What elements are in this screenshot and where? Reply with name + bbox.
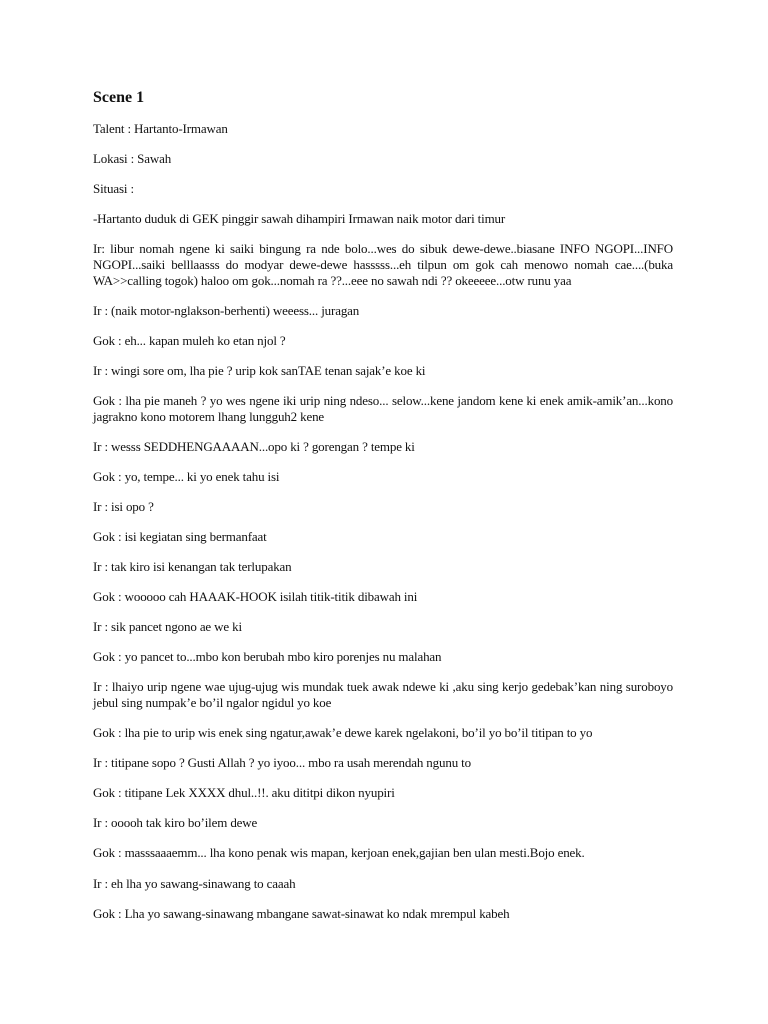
script-paragraph: Gok : yo, tempe... ki yo enek tahu isi (93, 468, 280, 484)
script-paragraph: Ir : (naik motor-nglakson-berhenti) weeess... juragan (93, 302, 360, 318)
script-paragraph: Gok : titipane Lek XXXX dhul..!!. aku dititpi dikon nyupiri (93, 785, 395, 801)
script-paragraph: Ir: libur nomah ngene ki saiki bingung ra nde bolo...wes do sibuk dewe-dewe..biasane INFO NGOPI...INFO NGOPI...saiki belllaasss do modyar dewe-dewe hasssss...eh tilpun om gok cah menowo nomah cae....(buka WA>>calling togok) haloo om gok...nomah ra ??...eee no sawah ndi ?? okeeeee...otw runu yaa (93, 241, 673, 288)
script-paragraph: Ir : wingi sore om, lha pie ? urip kok sanTAE tenan sajak’e koe ki (93, 362, 426, 378)
script-paragraph: Lokasi : Sawah (93, 151, 172, 167)
script-paragraph: Ir : titipane sopo ? Gusti Allah ? yo iyoo... mbo ra usah merendah ngunu to (93, 755, 471, 771)
script-paragraph: Ir : isi opo ? (93, 498, 154, 514)
script-paragraph: Gok : Lha yo sawang-sinawang mbangane sawat-sinawat ko ndak mrempul kabeh (93, 905, 510, 921)
dialogue-body (93, 121, 673, 921)
script-paragraph: Gok : lha pie maneh ? yo wes ngene iki urip ning ndeso... selow...kene jandom kene ki enek amik-amik’an...kono jagrakno kono motorem lhang lungguh2 kene (93, 392, 673, 424)
script-paragraph: Ir : tak kiro isi kenangan tak terlupakan (93, 559, 292, 574)
script-paragraph: Ir : sik pancet ngono ae we ki (93, 619, 242, 635)
script-paragraph: Gok : masssaaaemm... lha kono penak wis mapan, kerjoan enek,gajian ben ulan mesti.Bojo enek. (93, 845, 585, 861)
script-paragraph: Ir : lhaiyo urip ngene wae ujug-ujug wis mundak tuek awak ndewe ki ,aku sing kerjo gedebak’kan ning suroboyo jebul sing numpak’e bo’il ngalor ngidul yo koe (93, 679, 673, 710)
script-paragraph: Gok : eh... kapan muleh ko etan njol ? (93, 332, 286, 348)
script-paragraph: Ir : wesss SEDDHENGAAAAN...opo ki ? gorengan ? tempe ki (93, 438, 415, 454)
script-paragraph: Ir : eh lha yo sawang-sinawang to caaah (93, 875, 296, 891)
document-page (93, 88, 673, 936)
script-paragraph: Talent : Hartanto-Irmawan (93, 121, 228, 136)
script-paragraph: Gok : lha pie to urip wis enek sing ngatur,awak’e dewe karek ngelakoni, bo’il yo bo’il titipan to yo (93, 725, 593, 741)
script-paragraph: Gok : isi kegiatan sing bermanfaat (93, 528, 267, 544)
script-paragraph: Ir : ooooh tak kiro bo’ilem dewe (93, 815, 258, 831)
script-paragraph: Gok : wooooo cah HAAAK-HOOK isilah titik-titik dibawah ini (93, 589, 418, 605)
script-paragraph: -Hartanto duduk di GEK pinggir sawah dihampiri Irmawan naik motor dari timur (93, 211, 506, 227)
script-paragraph: Situasi : (93, 181, 134, 197)
script-paragraph: Gok : yo pancet to...mbo kon berubah mbo kiro porenjes nu malahan (93, 649, 442, 665)
scene-title: Scene 1 (93, 89, 145, 106)
